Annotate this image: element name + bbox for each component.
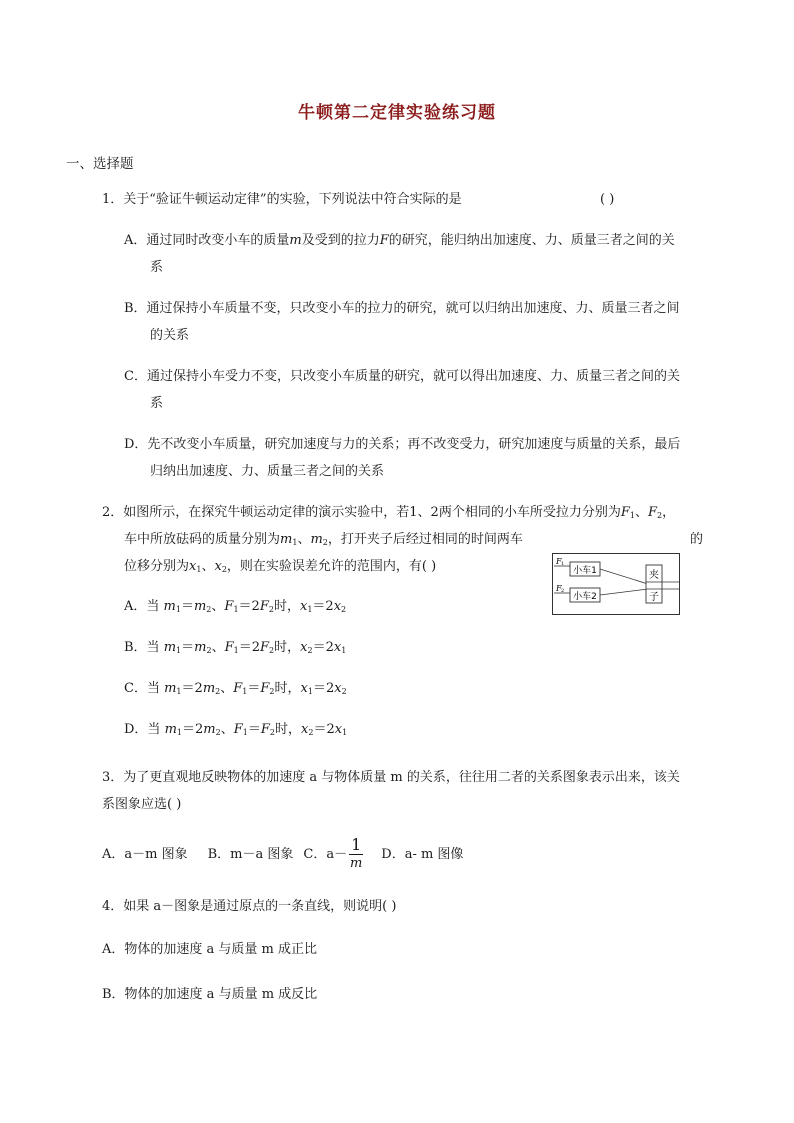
clip-label-2: 子	[649, 592, 659, 603]
q1-option-c: C．通过保持小车受力不变，只改变小车质量的研究，就可以得出加速度、力、质量三者之间的关	[124, 369, 680, 384]
f: F	[260, 681, 270, 696]
q2-stem-line3	[124, 557, 436, 580]
label-f1: F	[556, 557, 562, 566]
q2-stem-line2	[124, 530, 523, 553]
q2-option-c-prefix: C．当	[124, 681, 160, 696]
eq: ＝	[247, 681, 261, 696]
sub: 1	[342, 728, 348, 737]
sub: 1	[196, 565, 202, 574]
f: F	[233, 681, 243, 696]
q2-option-d-prefix: D．当	[124, 722, 161, 737]
sub: 2	[269, 728, 275, 737]
car-2-label: 小车2	[573, 592, 597, 602]
sub: 1	[176, 728, 182, 737]
f: F	[259, 599, 269, 614]
sep: 、	[634, 505, 648, 520]
eq: ＝	[182, 722, 196, 737]
eq: ＝	[181, 681, 195, 696]
sub: 2	[269, 687, 275, 696]
sub: 2	[206, 646, 212, 655]
x: x	[300, 681, 308, 696]
f: F	[224, 640, 234, 655]
f: F	[260, 722, 270, 737]
section-heading: 一、选择题	[66, 156, 134, 172]
q2-stem-text3: ，打开夹子后经过相同的时间两车	[327, 532, 523, 547]
q2-stem-line1	[102, 503, 675, 526]
f: F	[224, 599, 234, 614]
shi: 时，	[274, 681, 301, 696]
page-title: 牛顿第二定律实验练习题	[298, 103, 496, 123]
q1-option-a-text1: A．通过同时改变小车的质量	[124, 233, 290, 248]
x: x	[299, 599, 308, 614]
q2-f1: F	[620, 505, 630, 520]
q3-option-c: C．a－	[303, 847, 348, 862]
q1-option-d-cont: 归纳出加速度、力、质量三者之间的关系	[150, 464, 385, 479]
sub: 1	[629, 511, 635, 520]
two: 2	[325, 640, 334, 655]
m: m	[164, 722, 177, 737]
q3-options	[102, 836, 463, 874]
x: x	[333, 640, 342, 655]
eq: ＝	[312, 640, 326, 655]
q2-x2: x	[214, 559, 222, 574]
sub: 1	[307, 605, 313, 614]
shi: 时，	[273, 599, 300, 614]
x: x	[334, 722, 343, 737]
q1-option-a-f: F	[379, 233, 389, 248]
sub: 2	[657, 511, 663, 520]
sub: 2	[322, 538, 328, 547]
q2-option-c	[124, 679, 347, 702]
sep: 、	[220, 722, 234, 737]
experiment-diagram	[552, 553, 680, 615]
q2-option-a-prefix: A．当	[124, 599, 160, 614]
q3-option-c-fraction	[349, 836, 363, 873]
q2-option-a	[124, 597, 346, 620]
fraction-denominator: m	[350, 856, 363, 871]
q3-stem-line1: 3．为了更直观地反映物体的加速度 a 与物体质量 m 的关系，往往用二者的关系图象表示出来，该关	[102, 770, 680, 785]
q2-stem-line2-end: 的	[690, 532, 704, 547]
q4-option-a: A．物体的加速度 a 与质量 m 成正比	[102, 942, 317, 957]
sep: 、	[211, 599, 225, 614]
sub: 1	[242, 687, 248, 696]
q4-option-b: B．物体的加速度 a 与质量 m 成反比	[102, 987, 318, 1002]
eq: ＝	[181, 640, 195, 655]
sub: 1	[175, 605, 181, 614]
sub: 2	[308, 728, 314, 737]
label-f2-sub: 2	[561, 588, 565, 594]
two: 2	[194, 681, 203, 696]
sub: 2	[215, 728, 221, 737]
two: 2	[251, 640, 260, 655]
string-1	[600, 569, 648, 584]
q2-stem-text4: 位移分别为	[124, 559, 190, 574]
x: x	[334, 681, 342, 696]
q1-option-d: D．先不改变小车质量，研究加速度与力的关系；再不改变受力，研究加速度与质量的关系，最后	[124, 437, 681, 452]
q2-x1: x	[189, 559, 197, 574]
eq: ＝	[313, 722, 327, 737]
sub: 2	[215, 687, 221, 696]
eq: ＝	[180, 599, 194, 614]
q4-stem: 4．如果 a－图象是通过原点的一条直线，则说明( )	[102, 899, 397, 914]
q2-option-b-prefix: B．当	[124, 640, 160, 655]
m: m	[164, 681, 177, 696]
m: m	[194, 640, 207, 655]
sub: 1	[341, 646, 347, 655]
sub: 2	[268, 605, 274, 614]
comma: ，	[662, 505, 676, 520]
eq: ＝	[247, 722, 261, 737]
eq: ＝	[312, 599, 326, 614]
sub: 2	[221, 565, 227, 574]
m: m	[163, 640, 177, 655]
x: x	[301, 722, 309, 737]
q1-option-a-text3: 的研究，能归纳出加速度、力、质量三者之间的关	[388, 233, 675, 248]
q2-option-b	[124, 638, 346, 661]
two: 2	[195, 722, 204, 737]
m: m	[203, 722, 216, 737]
q1-stem-text: 1．关于“验证牛顿运动定律”的实验，下列说法中符合实际的是	[102, 192, 462, 207]
q1-option-a-text2: 及受到的拉力	[301, 233, 380, 248]
m: m	[202, 681, 216, 696]
string-2	[600, 589, 648, 595]
sub: 1	[292, 538, 298, 547]
car-1-label: 小车1	[573, 566, 597, 576]
fraction-numerator: 1	[351, 835, 362, 854]
q1-option-b-cont: 的关系	[150, 328, 190, 343]
sub: 1	[233, 646, 239, 655]
sep: 、	[201, 559, 215, 574]
shi: 时，	[275, 722, 302, 737]
q3-option-d: D．a- m 图像	[381, 847, 464, 862]
sub: 1	[176, 687, 182, 696]
f: F	[260, 640, 270, 655]
sub: 1	[176, 646, 182, 655]
x: x	[333, 599, 342, 614]
q3-option-b: B．m－a 图象	[207, 847, 294, 862]
two: 2	[325, 599, 334, 614]
m: m	[163, 599, 176, 614]
q2-m1: m	[280, 532, 293, 547]
label-f2: F	[556, 584, 562, 593]
sub: 2	[269, 646, 275, 655]
m: m	[193, 599, 207, 614]
q1-option-a-cont: 系	[150, 260, 164, 275]
q3-option-a: A．a－m 图象	[102, 847, 188, 862]
sub: 1	[242, 728, 248, 737]
sep: 、	[211, 640, 225, 655]
q1-answer-paren: ( )	[600, 192, 615, 207]
eq: ＝	[238, 640, 252, 655]
sub: 1	[233, 605, 239, 614]
sep: 、	[297, 532, 311, 547]
label-f1-sub: 1	[561, 561, 565, 567]
x: x	[300, 640, 308, 655]
f: F	[233, 722, 243, 737]
q2-f2: F	[647, 505, 657, 520]
q1-option-b: B．通过保持小车质量不变，只改变小车的拉力的研究，就可以归纳出加速度、力、质量三者之间	[124, 301, 680, 316]
eq: ＝	[238, 599, 252, 614]
two: 2	[325, 681, 335, 696]
shi: 时，	[274, 640, 301, 655]
q2-stem-text2: 车中所放砝码的质量分别为	[124, 532, 281, 547]
two: 2	[251, 599, 260, 614]
q1-stem	[102, 190, 462, 210]
q2-m2: m	[310, 532, 323, 547]
sub: 2	[206, 605, 212, 614]
sub: 2	[307, 646, 313, 655]
sep: 、	[220, 681, 234, 696]
sub: 2	[341, 605, 347, 614]
q2-stem-text1: 2．如图所示，在探究牛顿运动定律的演示实验中，若1、2两个相同的小车所受拉力分别为	[102, 505, 621, 520]
q2-option-d	[124, 720, 347, 743]
sub: 1	[307, 687, 313, 696]
q3-stem-line2: 系图象应选( )	[102, 797, 182, 812]
q2-stem-text5: ，则在实验误差允许的范围内，有( )	[226, 559, 437, 574]
q1-option-a	[124, 231, 675, 251]
two: 2	[326, 722, 335, 737]
sub: 2	[341, 687, 347, 696]
eq: ＝	[312, 681, 326, 696]
q1-option-c-cont: 系	[150, 396, 164, 411]
q1-option-a-m: m	[289, 233, 302, 248]
clip-label-1: 夹	[649, 570, 659, 581]
